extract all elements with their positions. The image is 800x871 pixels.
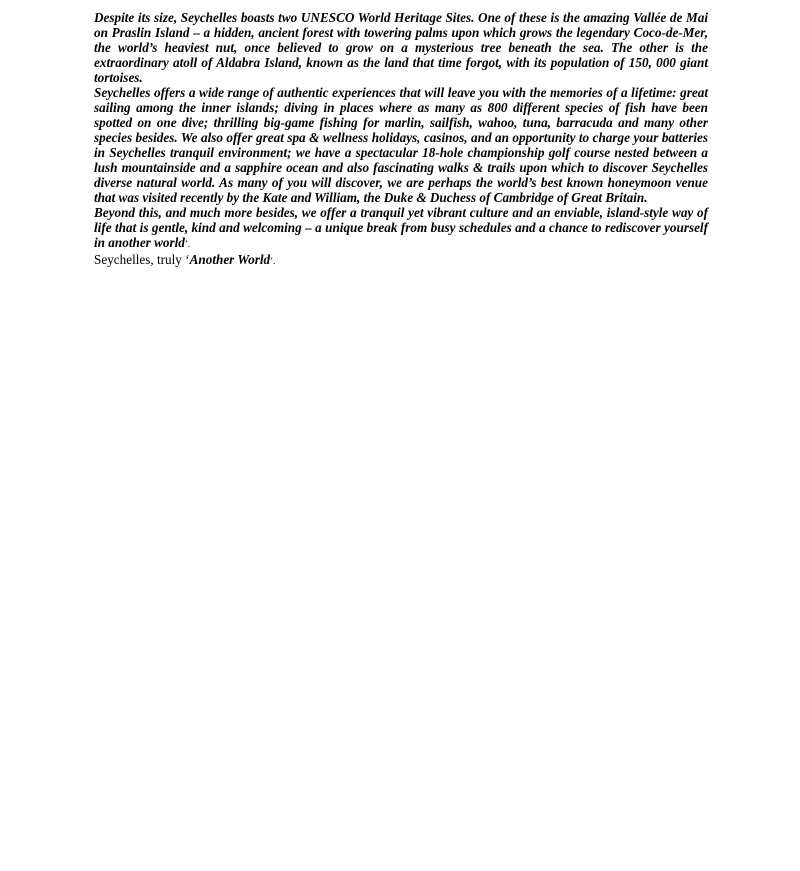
paragraph-culture <box>94 205 708 252</box>
paragraph-experiences: Seychelles offers a wide range of authentic experiences that will leave you with the memories of a lifetime: great sailing among the inner islands; diving in places where as many as 800 different species of fish have been spotted on one dive; thrilling big-game fishing for marlin, sailfish, wahoo, tuna, barracuda and many other species besides. We also offer great spa & wellness holidays, casinos, and an opportunity to charge your batteries in Seychelles tranquil environment; we have a spectacular 18-hole championship golf course nested between a lush mountainside and a sapphire ocean and also fascinating walks & trails upon which to discover Seychelles diverse natural world. As many of you will discover, we are perhaps the world’s best known honeymoon venue that was visited recently by the Kate and William, the Duke & Duchess of Cambridge of Great Britain. <box>94 85 708 205</box>
paragraph-culture-tail: ’. <box>184 239 191 249</box>
paragraph-unesco-sites: Despite its size, Seychelles boasts two UNESCO World Heritage Sites. One of these is the amazing Vallée de Mai on Praslin Island – a hidden, ancient forest with towering palms upon which grows the legendary Coco-de-Mer, the world’s heaviest nut, once believed to grow on a mysterious tree beneath the sea. The other is the extraordinary atoll of Aldabra Island, known as the land that time forgot, with its population of 150, 000 giant tortoises. <box>94 10 708 85</box>
paragraph-culture-text: Beyond this, and much more besides, we offer a tranquil yet vibrant culture and an enviable, island-style way of life that is gentle, kind and welcoming – a unique break from busy schedules and a chance to rediscover yourself in another world <box>94 205 708 250</box>
closing-line <box>94 252 708 269</box>
document-body <box>94 10 708 269</box>
closing-suffix: ’. <box>270 256 276 266</box>
closing-prefix: Seychelles, truly ‘ <box>94 252 190 267</box>
closing-brand: Another World <box>189 252 271 267</box>
